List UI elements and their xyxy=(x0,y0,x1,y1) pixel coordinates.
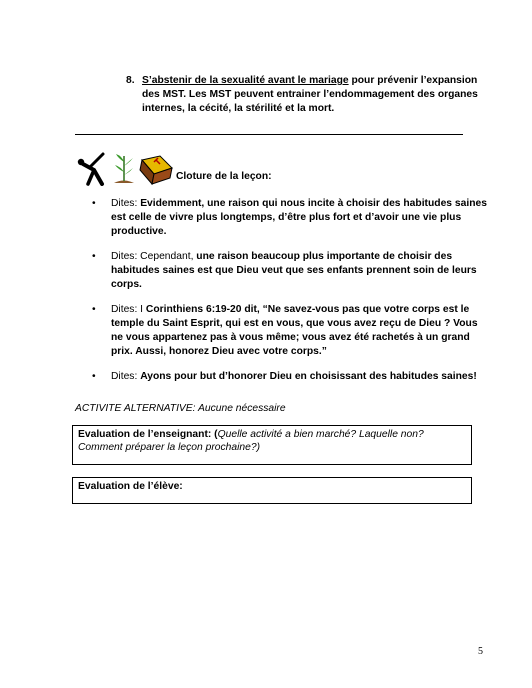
closing-heading: Cloture de la leçon: xyxy=(176,171,272,182)
item-underlined-text: S’abstenir de la sexualité avant le mariage xyxy=(142,75,349,86)
student-eval-label: Evaluation de l’élève: xyxy=(78,481,183,492)
teacher-eval-prompt: Quelle activité a bien marché? Laquelle non? Comment préparer la leçon prochaine?) xyxy=(78,429,424,453)
item-text xyxy=(142,74,486,116)
student-evaluation-box[interactable] xyxy=(72,477,472,504)
list-item: • Dites: I Corinthiens 6:19-20 dit, “Ne savez-vous pas que votre corps est le temple du Saint Esprit, qui est en vous, que vous avez reçu de Dieu ? Vous ne vous appartenez pas à vous même; vous avez été rachetés à un grand prix. Aussi, honorez Dieu avec votre corps.” xyxy=(92,304,478,357)
teacher-eval-label: Evaluation de l’enseignant: ( xyxy=(78,429,218,440)
page-number: 5 xyxy=(478,646,483,657)
closing-bullet-list xyxy=(92,197,492,395)
closing-icons xyxy=(76,150,176,186)
open-bible-icon xyxy=(140,156,172,184)
numbered-item-8 xyxy=(126,74,486,116)
list-item: • Dites: Cependant, une raison beaucoup plus importante de choisir des habitudes saines est que Dieu veut que ses enfants prennent soin de leurs corps. xyxy=(92,251,477,290)
list-item: • Dites: Evidemment, une raison qui nous incite à choisir des habitudes saines est celle de vivre plus longtemps, d’être plus fort et d’avoir une vie plus productive. xyxy=(92,198,487,237)
exercising-figure-icon xyxy=(78,154,103,184)
item-number: 8. xyxy=(126,75,135,86)
alternative-activity: ACTIVITE ALTERNATIVE: Aucune nécessaire xyxy=(75,403,286,414)
horizontal-divider xyxy=(75,134,463,135)
teacher-evaluation-box[interactable] xyxy=(72,425,472,465)
sprouting-plant-icon xyxy=(114,154,134,183)
item-rest-text: pour prévenir l’expansion des MST. Les MST peuvent entrainer l’endommagement des organes internes, la cécité, la stérilité et la mort. xyxy=(142,75,478,114)
list-item: • Dites: Ayons pour but d’honorer Dieu en choisissant des habitudes saines! xyxy=(92,371,477,382)
